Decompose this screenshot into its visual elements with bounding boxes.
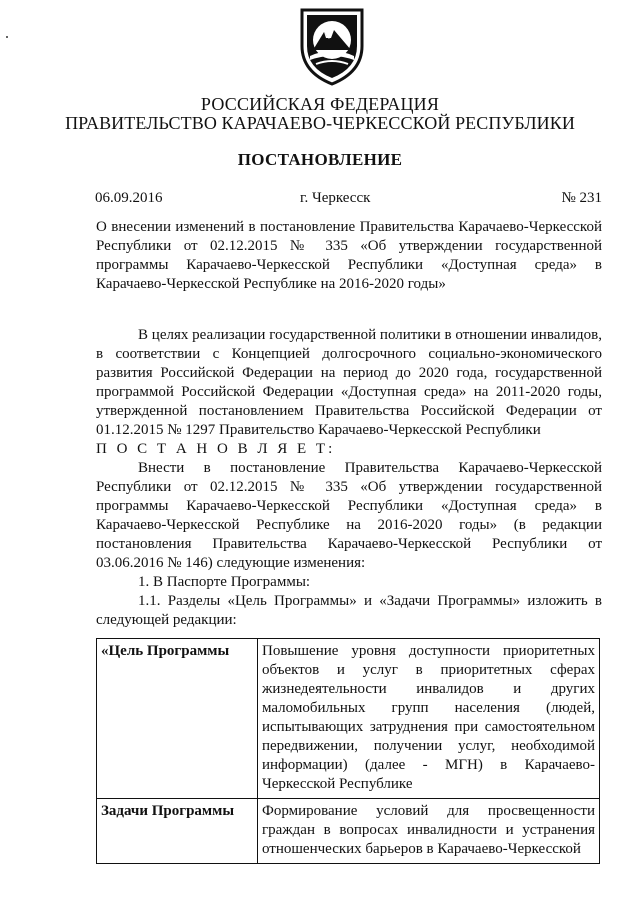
table-cell-label: Задачи Программы [97,799,258,864]
table-row [97,639,600,799]
document-city: г. Черкесск [300,190,371,206]
coat-of-arms-emblem [296,6,368,86]
document-type-title: ПОСТАНОВЛЕНИЕ [237,150,403,169]
table-cell-value: Формирование условий для просвещенности граждан в вопросах инвалидности и устранения отношенческих барьеров в Карачаево-Черкесской [258,799,600,864]
program-passport-table [96,638,600,864]
amendment-intro-paragraph: Внести в постановление Правительства Карачаево-Черкесской Республики от 02.12.2015 № 335 «Об утверждении государственной программы Карачаево-Черкесской Республики «Доступная среда» в Карачаево-Черкесской Республике на 2016-2020 годы» (в редакции постановления Правительства Карачаево-Черкесской Республики от 03.06.2016 № 146) следующие изменения: [96,460,602,571]
table-row [97,799,600,864]
decree-word: П О С Т А Н О В Л Я Е Т: [96,441,336,457]
country-heading: РОССИЙСКАЯ ФЕДЕРАЦИЯ [200,94,440,114]
table-cell-value: Повышение уровня доступности приоритетных объектов и услуг в приоритетных сферах жизнедеятельности инвалидов и других маломобильных групп населения (людей, испытывающих затруднения при самостоятельном передвижении, получении услуг, необходимой информации) (далее - МГН) в Карачаево-Черкесской Республике [258,639,600,799]
government-heading: ПРАВИТЕЛЬСТВО КАРАЧАЕВО-ЧЕРКЕССКОЙ РЕСПУБЛИКИ [65,113,575,133]
table-cell-label: «Цель Программы [97,639,258,799]
item-1-1-paragraph: 1.1. Разделы «Цель Программы» и «Задачи Программы» изложить в следующей редакции: [96,593,602,628]
item-1-paragraph: 1. В Паспорте Программы: [138,574,311,590]
document-number: № 231 [561,190,602,206]
scan-speck [6,36,8,38]
document-date: 06.09.2016 [95,190,163,206]
preamble-paragraph: В целях реализации государственной политики в отношении инвалидов, в соответствии с Концепцией долгосрочного социально-экономического развития Российской Федерации на период до 2020 года, государственной программой Российской Федерации «Доступная среда» на 2011-2020 годы, утвержденной постановлением Правительства Российской Федерации от 01.12.2015 № 1297 Правительство Карачаево-Черкесской Республики [96,327,602,438]
document-body [96,326,602,630]
document-subject: О внесении изменений в постановление Правительства Карачаево-Черкесской Республики от 02.12.2015 № 335 «Об утверждении государственной программы Карачаево-Черкесской Республики «Доступная среда» в Карачаево-Черкесской Республике на 2016-2020 годы» [96,219,602,292]
